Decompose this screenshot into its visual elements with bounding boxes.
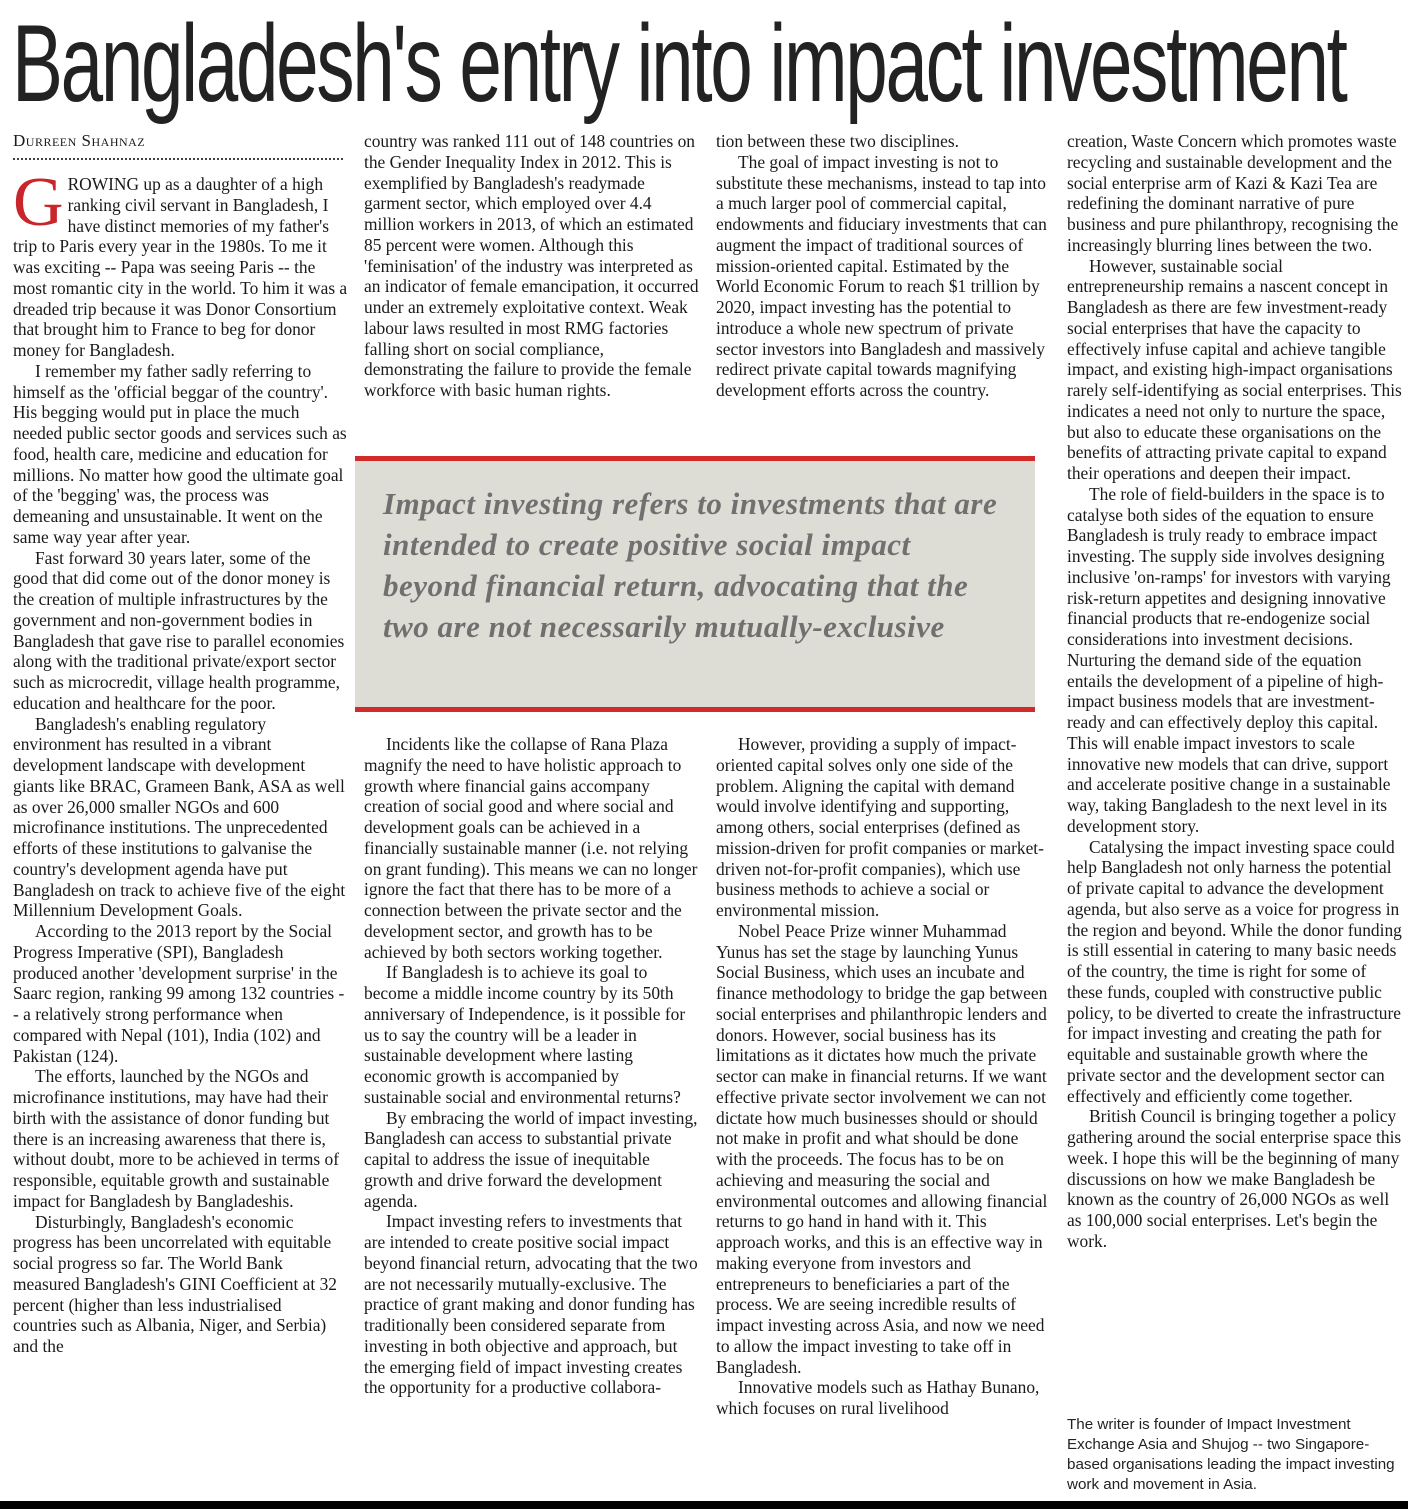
column-3-top <box>716 131 1051 447</box>
headline: Bangladesh's entry into impact investment <box>12 1 1346 125</box>
col2-paragraph: country was ranked 111 out of 148 countries on the Gender Inequality Index in 2012. This is exemplified by Bangladesh's readymade garment sector, which employed over 4.4 million workers in 2013, of which an estimated 85 percent were women. Although this 'feminisation' of the industry was interpreted as an indicator of female emancipation, it occurred under an extremely exploitative context. Weak labour laws resulted in most RMG factories falling short on social compliance, demonstrating the failure to provide the female workforce with basic human rights. <box>364 131 699 400</box>
col1-paragraph: I remember my father sadly referring to himself as the 'official beggar of the country'. His begging would put in place the much needed public sector goods and services such as food, health care, medicine and education for millions. No matter how good the ultimate goal of the 'begging' was, the process was demeaning and unsustainable. It went on the same way year after year. <box>13 360 347 547</box>
col3-paragraph: Nobel Peace Prize winner Muhammad Yunus has set the stage by launching Yunus Social Business, which uses an incubate and finance methodology to bridge the gap between social enterprises and philanthropic lenders and donors. However, social business has its limitations as it dictates how much the private sector can make in financial returns. If we want effective private sector involvement we can not dictate how much businesses should or should not make in profit and what should be done with the proceeds. The focus has to be on achieving and measuring the social and environmental outcomes and allowing financial returns to go hand in hand with it. This approach works, and this is an effective way in making everyone from investors and entrepreneurs to beneficiaries a part of the process. We are seeing incredible results of impact investing across Asia, and now we need to allow the impact investing to take off in Bangladesh. <box>716 920 1048 1377</box>
column-2-top <box>364 131 699 447</box>
col1-paragraph: Disturbingly, Bangladesh's economic progress has been uncorrelated with equitable social progress so far. The World Bank measured Bangladesh's GINI Coefficient at 32 percent (higher than less industrialised countries such as Albania, Niger, and Serbia) and the <box>13 1211 337 1356</box>
col3-paragraph: Innovative models such as Hathay Bunano, which focuses on rural livelihood <box>716 1377 1040 1418</box>
lead-in: ROWING <box>67 174 140 194</box>
col1-paragraph: Bangladesh's enabling regulatory environment has resulted in a vibrant development landscape with development giants like BRAC, Grameen Bank, ASA as well as over 26,000 smaller NGOs and 600 microfinance institutions. The unprecedented efforts of these institutions to galvanise the country's development agenda have put Bangladesh on track to achieve five of the eight Millennium Development Goals. <box>13 713 346 921</box>
col3-paragraph: However, providing a supply of impact-oriented capital solves only one side of the problem. Aligning the capital with demand would involve identifying and supporting, among others, social enterprises (defined as mission-driven for profit companies or market-driven not-for-profit companies), which use business methods to achieve a social or environmental mission. <box>716 734 1044 920</box>
col1-paragraph: The efforts, launched by the NGOs and microfinance institutions, may have had their birth with the assistance of donor funding but there is an increasing awareness that there is, without doubt, more to be achieved in terms of responsible, equitable growth and sustainable impact for Bangladesh by Bangladeshis. <box>13 1066 339 1211</box>
byline-divider <box>13 158 343 160</box>
byline: Durreen Shahnaz <box>13 131 146 150</box>
col2-paragraph: Impact investing refers to investments that are intended to create positive social impact beyond financial return, advocating that the two are not necessarily mutually-exclusive. The practice of grant making and donor funding has traditionally been considered separate from investing in both objective and approach, but the emerging field of impact investing creates the opportunity for a productive collabora- <box>364 1211 698 1398</box>
column-1 <box>13 174 348 1501</box>
column-4 <box>1067 131 1402 1401</box>
col2-paragraph: If Bangladesh is to achieve its goal to become a middle income country by its 50th anniversary of Independence, is it possible for us to say the country will be a leader in sustainable development where lasting economic growth is accompanied by sustainable social and environmental returns? <box>364 962 686 1107</box>
col4-paragraph: However, sustainable social entrepreneurship remains a nascent concept in Bangladesh as there are few investment-ready social enterprises that have the capacity to effectively infuse capital and achieve tangible impact, and existing high-impact organisations rarely self-identifying as social enterprises. This indicates a need not only to nurture the space, but also to educate these organisations on the benefits of attracting private capital to expand their operations and deepen their impact. <box>1067 255 1402 483</box>
col4-paragraph: Catalysing the impact investing space could help Bangladesh not only harness the potential of private capital to advance the development agenda, but also serve as a voice for progress in the region and beyond. While the donor funding is still essential in catering to many basic needs of the country, the time is right for some of these funds, coupled with constructive public policy, to be diverted to create the infrastructure for impact investing and creating the path for equitable and sustainable growth where the private sector and the development sector can effectively and efficiently come together. <box>1067 836 1402 1106</box>
writer-note: The writer is founder of Impact Investment Exchange Asia and Shujog -- two Singapore-based organisations leading the impact investing work and movement in Asia. <box>1067 1416 1395 1493</box>
col3-paragraph: The goal of impact investing is not to substitute these mechanisms, instead to tap into a much larger pool of commercial capital, endowments and fiduciary investments that can augment the impact of traditional sources of mission-oriented capital. Estimated by the World Economic Forum to reach $1 trillion by 2020, impact investing has the potential to introduce a whole new spectrum of private sector investors into Bangladesh and massively redirect private capital towards magnifying development efforts across the country. <box>716 151 1047 400</box>
col1-paragraph: According to the 2013 report by the Social Progress Imperative (SPI), Bangladesh produced another 'development surprise' in the Saarc region, ranking 99 among 132 countries -- a relatively strong performance when compared with Nepal (101), India (102) and Pakistan (124). <box>13 921 345 1066</box>
col4-paragraph: British Council is bringing together a policy gathering around the social enterprise space this week. I hope this will be the beginning of many discussions on how we make Bangladesh be known as the country of 26,000 NGOs as well as 100,000 social enterprises. Let's begin the work. <box>1067 1106 1402 1251</box>
col4-paragraph: The role of field-builders in the space is to catalyse both sides of the equation to ensure Bangladesh is truly ready to embrace impact investing. The supply side involves designing inclusive 'on-ramps' for investors with varying risk-return appetites and designing innovative financial products that re-endogenize social considerations into investment decisions. Nurturing the demand side of the equation entails the development of a pipeline of high-impact business models that are investment-ready and can effectively deploy this capital. This will enable impact investors to scale innovative new models that can drive, support and accelerate positive change in a sustainable way, taking Bangladesh to the next level in its development story. <box>1067 483 1391 836</box>
bottom-rule <box>0 1501 1408 1509</box>
col2-paragraph: By embracing the world of impact investing, Bangladesh can access to substantial private capital to address the issue of inequitable growth and drive forward the development agenda. <box>364 1107 698 1211</box>
col3-paragraph: tion between these two disciplines. <box>716 131 959 151</box>
col2-paragraph: Incidents like the collapse of Rana Plaza magnify the need to have holistic approach to growth where financial gains accompany creation of social good and where social and development goals can be achieved in a financially sustainable manner (i.e. not relying on grant funding). This means we can no longer ignore the fact that there has to be more of a connection between the private sector and the development sector, and growth has to be achieved by both sectors working together. <box>364 734 698 962</box>
column-3-bottom <box>716 734 1051 1501</box>
drop-cap: G <box>13 174 64 241</box>
col1-paragraph-1: GROWING up as a daughter of a high ranking civil servant in Bangladesh, I have distinct memories of my father's trip to Paris every year in the 1980s. To me it was exciting -- Papa was seeing Paris -- the most romantic city in the world. To him it was a dreaded trip because it was Donor Consortium that brought him to France to beg for donor money for Bangladesh. <box>13 174 348 360</box>
pull-quote: Impact investing refers to investments that are intended to create positive social impact beyond financial return, advocating that the two are not necessarily mutually-exclusive <box>383 486 998 644</box>
column-2-bottom <box>364 734 699 1501</box>
col4-paragraph: creation, Waste Concern which promotes waste recycling and sustainable development and the social enterprise arm of Kazi & Kazi Tea are redefining the dominant narrative of pure business and pure philanthropy, recognising the increasingly blurring lines between the two. <box>1067 131 1399 255</box>
pull-quote-box <box>355 456 1035 712</box>
col1-paragraph: Fast forward 30 years later, some of the good that did come out of the donor money is the creation of multiple infrastructures by the government and non-government bodies in Bangladesh that gave rise to parallel economies along with the traditional private/export sector such as microcredit, village health programme, education and healthcare for the poor. <box>13 547 345 713</box>
